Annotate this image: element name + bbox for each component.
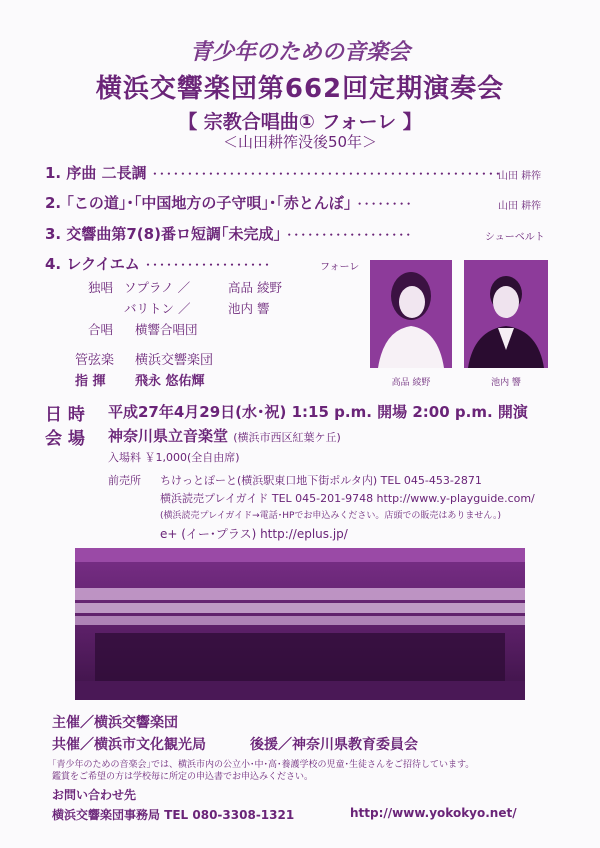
venue-name xyxy=(108,425,341,446)
program-number: 1. xyxy=(45,164,62,182)
ticket-outlet-2: 横浜読売プレイガイド TEL 045-201-9748 http://www.y-playguide.com/ xyxy=(160,492,535,505)
theme-note: ＜山田耕筰没後50年＞ xyxy=(222,133,378,151)
conductor-label: 指 揮 xyxy=(75,374,106,389)
program-number: 2. xyxy=(45,194,62,212)
venue-address: (横浜市西区紅葉ケ丘) xyxy=(233,431,341,444)
soprano-name: 高品 綾野 xyxy=(228,280,282,295)
support: 後援／神奈川県教育委員会 xyxy=(250,737,418,753)
admission: 入場料 ￥1,000(全自由席) xyxy=(108,451,240,464)
program-title: 序曲 二長調 xyxy=(66,164,147,182)
leader-dots: ･･････････････････ xyxy=(286,228,413,242)
program-composer: 山田 耕筰 xyxy=(498,201,542,212)
invitation-note: ｢青少年のための音楽会｣では、横浜市内の公立小･中･高･養護学校の児童･生徒さんをご招待しています。 xyxy=(52,760,475,770)
program-title: ｢この道｣･｢中国地方の子守唄｣･｢赤とんぼ｣ xyxy=(66,194,352,212)
contact-label: お問い合わせ先 xyxy=(52,788,137,802)
soprano-caption: 高品 綾野 xyxy=(391,378,431,388)
program-composer: 山田 耕筰 xyxy=(498,171,542,182)
orchestra-name: 横浜交響楽団 xyxy=(135,353,214,368)
contact-info: 横浜交響楽団事務局 TEL 080-3308-1321 xyxy=(52,808,295,822)
soprano-photo xyxy=(370,260,452,368)
event-subtitle: 青少年のための音楽会 xyxy=(189,39,410,65)
conductor-name: 飛永 悠佑輝 xyxy=(135,374,205,389)
program-composer: フォーレ xyxy=(320,262,360,273)
cohost: 共催／横浜市文化観光局 xyxy=(52,737,206,753)
venue-label: 会 場 xyxy=(45,429,85,449)
program-item xyxy=(45,253,271,274)
website-link[interactable]: http://www.yokokyo.net/ xyxy=(350,806,517,820)
program-title: 交響曲第7(8)番ロ短調｢未完成｣ xyxy=(66,225,281,243)
chorus-name: 横響合唱団 xyxy=(135,322,198,337)
program-title: レクイエム xyxy=(66,255,140,273)
venue-text: 神奈川県立音楽堂 xyxy=(108,427,229,445)
leader-dots: ････････ xyxy=(356,197,413,211)
concert-title: 横浜交響楽団第662回定期演奏会 xyxy=(95,74,505,104)
baritone-photo xyxy=(464,260,548,368)
host: 主催／横浜交響楽団 xyxy=(52,715,178,731)
baritone-label: バリトン ／ xyxy=(124,301,191,316)
leader-dots: ･･････････････････････････････････････････････････ xyxy=(151,167,502,181)
ticket-note: (横浜読売プレイガイド→電話･HPでお申込みください。店頭での販売はありません。) xyxy=(160,511,501,521)
ticket-outlet-3: e+ (イー･プラス) http://eplus.jp/ xyxy=(160,527,348,541)
date-label: 日 時 xyxy=(45,405,85,425)
baritone-caption: 池内 響 xyxy=(491,378,521,388)
program-number: 4. xyxy=(45,255,62,273)
ticket-label: 前売所 xyxy=(108,474,141,487)
program-item xyxy=(45,223,412,244)
program-item xyxy=(45,162,502,183)
event-date: 平成27年4月29日(水･祝) 1:15 p.m. 開場 2:00 p.m. 開演 xyxy=(108,403,528,421)
baritone-name: 池内 響 xyxy=(228,301,270,316)
program-composer: シューベルト xyxy=(485,232,545,243)
chorus-label: 合唱 xyxy=(88,322,114,337)
orchestra-label: 管弦楽 xyxy=(75,353,115,368)
program-number: 3. xyxy=(45,225,62,243)
leader-dots: ･･････････････････ xyxy=(144,258,271,272)
soprano-label: ソプラノ ／ xyxy=(124,280,191,295)
program-item xyxy=(45,192,413,213)
application-note: 鑑賞をご希望の方は学校毎に所定の申込書でお申込みください。 xyxy=(52,772,314,782)
concert-theme: 【 宗教合唱曲① フォーレ 】 xyxy=(178,111,422,133)
solo-label: 独唱 xyxy=(88,280,114,295)
ticket-outlet-1: ちけっとぽーと(横浜駅東口地下街ポルタ内) TEL 045-453-2871 xyxy=(160,474,482,487)
concert-photo xyxy=(75,548,525,700)
